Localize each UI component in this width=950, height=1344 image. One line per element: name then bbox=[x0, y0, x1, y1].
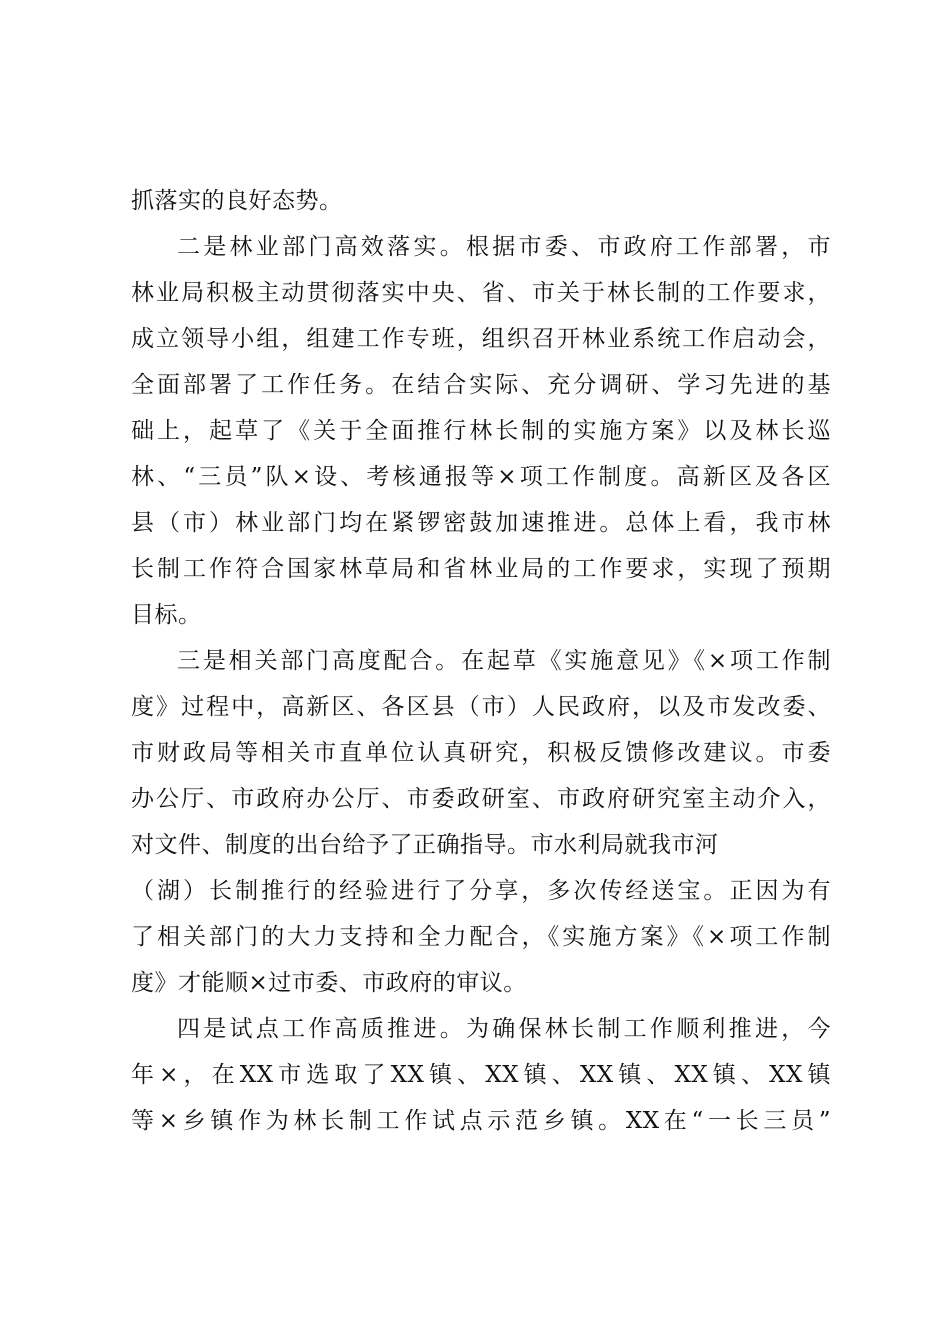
text-line: 县（市）林业部门均在紧锣密鼓加速推进。总体上看，我市林 bbox=[131, 510, 831, 536]
text-line: 等×乡镇作为林长制工作试点示范乡镇。XX在“一长三员” bbox=[131, 1108, 831, 1134]
text-line: 对文件、制度的出台给予了正确指导。市水利局就我市河 bbox=[131, 832, 719, 858]
paragraph-start-line: 二是林业部门高效落实。根据市委、市政府工作部署，市 bbox=[177, 234, 831, 260]
text-line: 市财政局等相关市直单位认真研究，积极反馈修改建议。市委 bbox=[131, 740, 831, 766]
document-body bbox=[131, 178, 831, 1144]
text-line: 础上，起草了《关于全面推行林长制的实施方案》以及林长巡 bbox=[131, 418, 831, 444]
text-line: （湖）长制推行的经验进行了分享，多次传经送宝。正因为有 bbox=[131, 878, 831, 904]
text-line: 办公厅、市政府办公厅、市委政研室、市政府研究室主动介入， bbox=[131, 786, 831, 812]
paragraph-start-line: 四是试点工作高质推进。为确保林长制工作顺利推进，今 bbox=[177, 1016, 831, 1042]
text-line: 全面部署了工作任务。在结合实际、充分调研、学习先进的基 bbox=[131, 372, 831, 398]
text-line: 了相关部门的大力支持和全力配合，《实施方案》《×项工作制 bbox=[131, 924, 831, 950]
paragraph-start-line: 三是相关部门高度配合。在起草《实施意见》《×项工作制 bbox=[177, 648, 831, 674]
text-line: 成立领导小组，组建工作专班，组织召开林业系统工作启动会， bbox=[131, 326, 831, 352]
text-line: 林业局积极主动贯彻落实中央、省、市关于林长制的工作要求， bbox=[131, 280, 831, 306]
text-line: 年×，在XX市选取了XX镇、XX镇、XX镇、XX镇、XX镇 bbox=[131, 1062, 831, 1088]
text-line: 度》过程中，高新区、各区县（市）人民政府，以及市发改委、 bbox=[131, 694, 831, 720]
text-line: 长制工作符合国家林草局和省林业局的工作要求，实现了预期 bbox=[131, 556, 831, 582]
text-line: 目标。 bbox=[131, 602, 202, 628]
text-line: 度》才能顺×过市委、市政府的审议。 bbox=[131, 970, 527, 996]
text-line: 林、“三员”队×设、考核通报等×项工作制度。高新区及各区 bbox=[131, 464, 831, 490]
text-line: 抓落实的良好态势。 bbox=[131, 188, 343, 214]
